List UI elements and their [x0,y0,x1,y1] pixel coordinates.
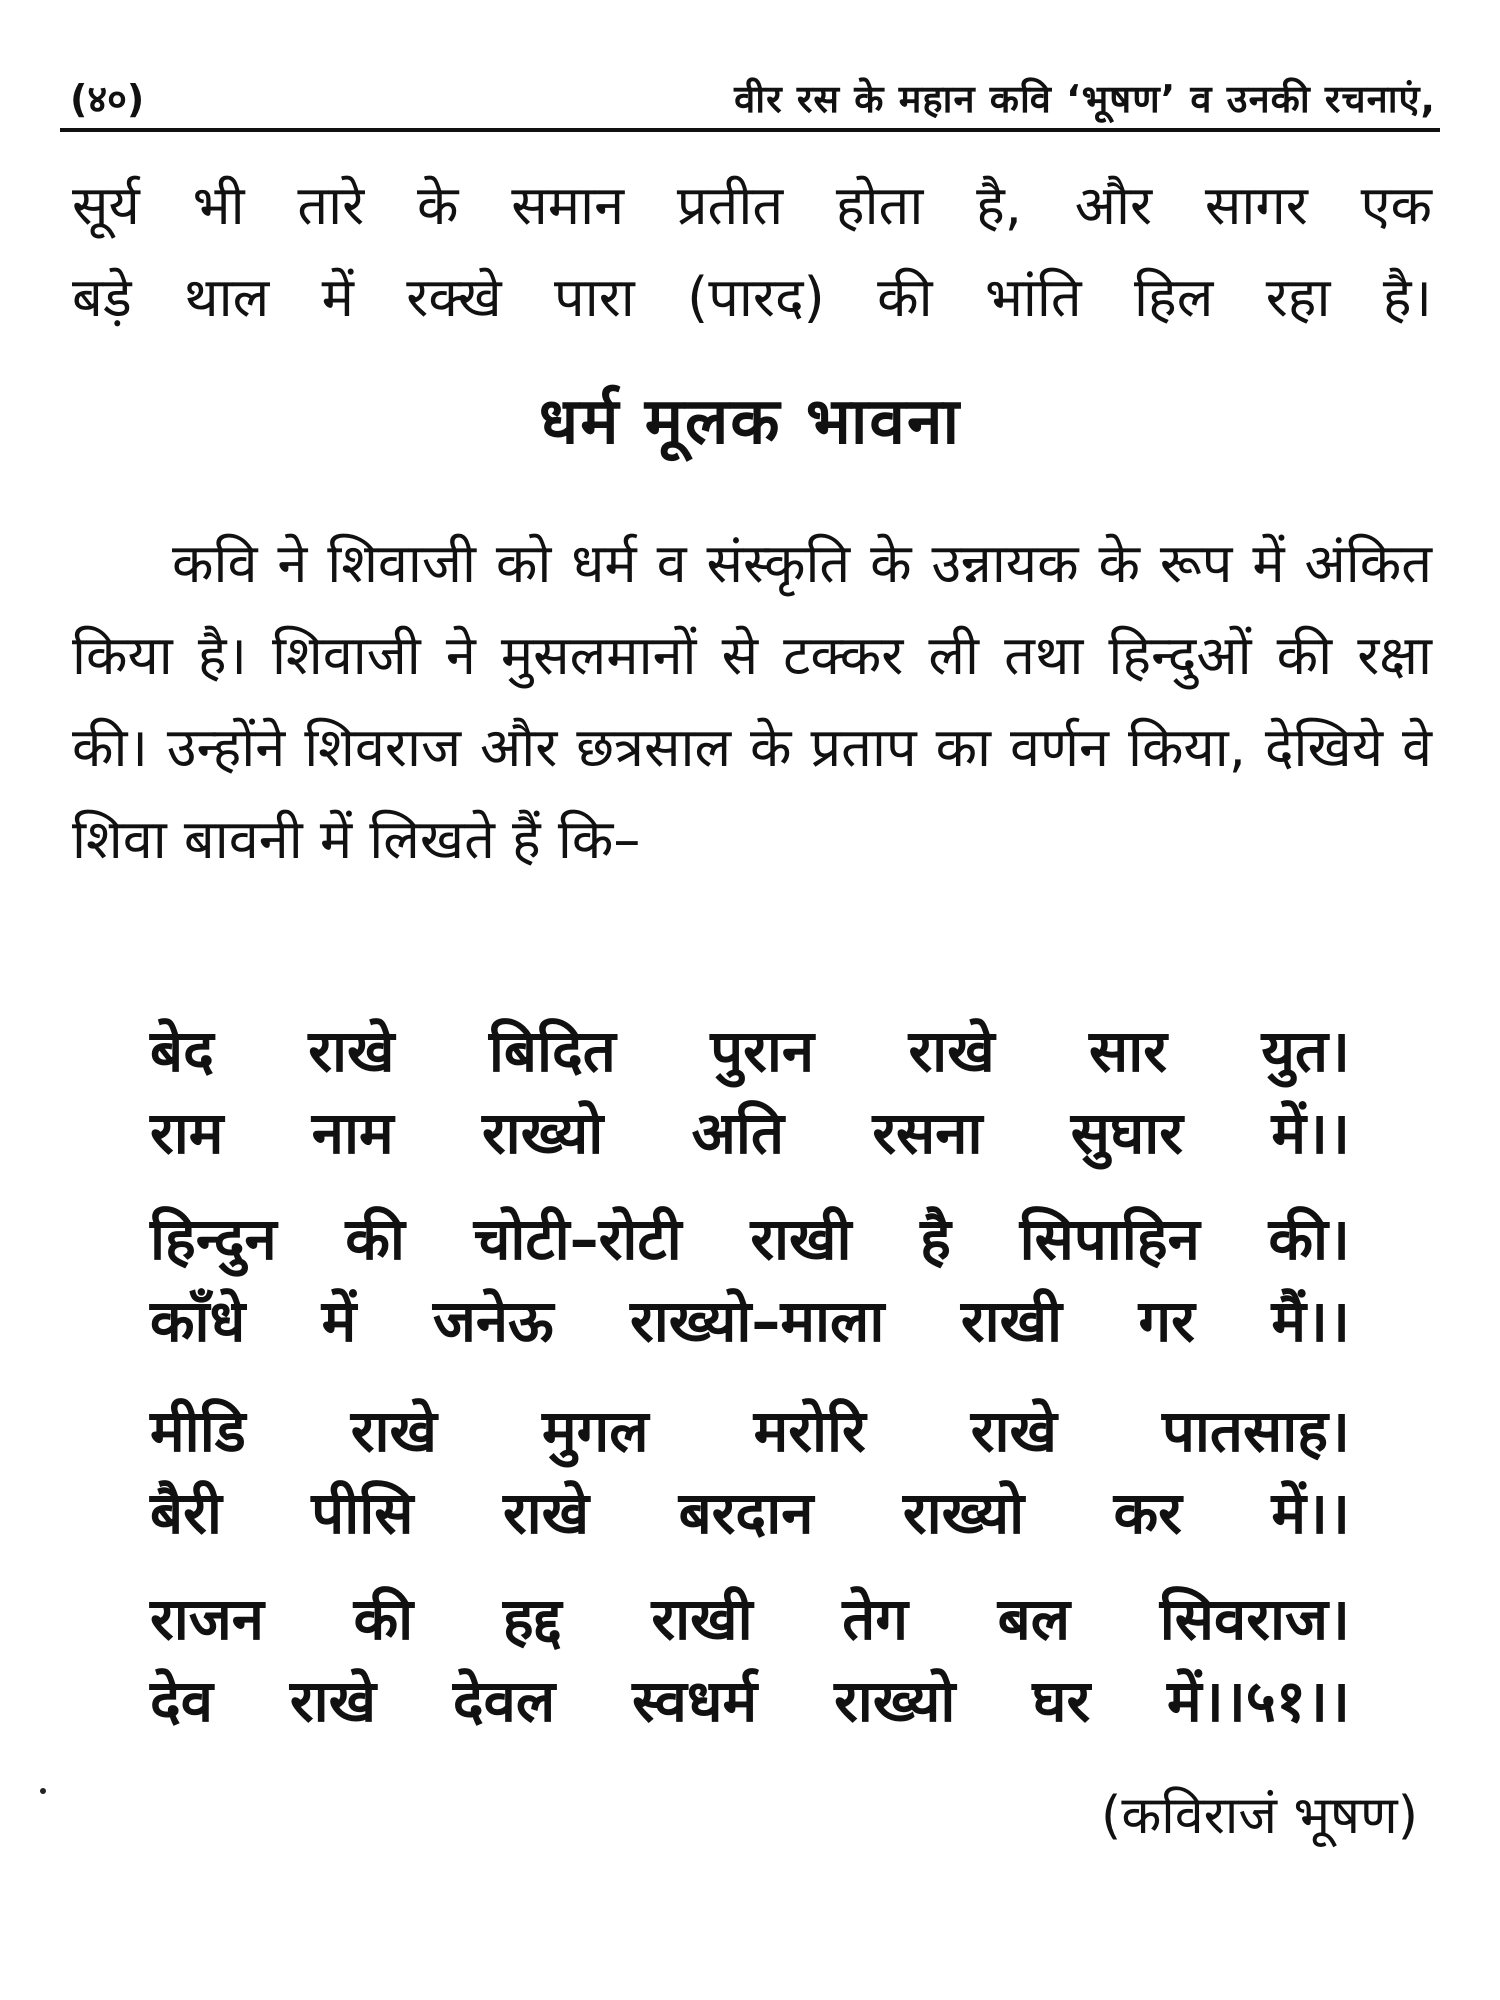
verse-line: बेद राखे बिदित पुरान राखे सार युत। [150,1017,1350,1085]
intro-paragraph [72,160,1432,344]
verse-line: काँधे में जनेऊ राख्यो–माला राखी गर मैं।। [150,1287,1350,1355]
author-attribution: (कविराजं भूषण) [1101,1786,1418,1846]
verse-stanza-1 [150,1010,1350,1174]
page-number: (४०) [70,77,145,121]
page-header [60,52,1440,122]
header-divider [60,128,1440,132]
intro-line-1: सूर्य भी तारे के समान प्रतीत होता है, और सागर एक [72,174,1432,237]
verse-stanza-4 [150,1578,1350,1742]
verse-stanza-2 [150,1198,1350,1362]
verse-line: राम नाम राख्यो अति रसना सुघार में।। [150,1099,1350,1167]
verse-line: देव राखे देवल स्वधर्म राख्यो घर में।।५१।। [150,1667,1350,1735]
verse-line: मीडि राखे मुगल मरोरि राखे पातसाह। [150,1397,1350,1465]
intro-line-2: बड़े थाल में रक्खे पारा (पारद) की भांति हिल रहा है। [72,266,1432,329]
running-title: वीर रस के महान कवि ‘भूषण’ व उनकी रचनाएं, [734,77,1436,121]
verse-line: राजन की हद्द राखी तेग बल सिवराज। [150,1585,1350,1653]
verse-line: हिन्दुन की चोटी–रोटी राखी है सिपाहिन की। [150,1205,1350,1273]
body-paragraph: कवि ने शिवाजी को धर्म व संस्कृति के उन्नायक के रूप में अंकित किया है। शिवाजी ने मुसलमानों से टक्कर ली तथा हिन्दुओं की रक्षा की। उन्होंने शिवराज और छत्रसाल के प्रताप का वर्णन किया, देखिये वे शिवा बावनी में लिखते हैं कि– [72,532,1432,871]
verse-line: बैरी पीसि राखे बरदान राख्यो कर में।। [150,1479,1350,1547]
section-heading: धर्म मूलक भावना [538,385,962,459]
verse-stanza-3 [150,1390,1350,1554]
print-speck [40,1788,46,1794]
